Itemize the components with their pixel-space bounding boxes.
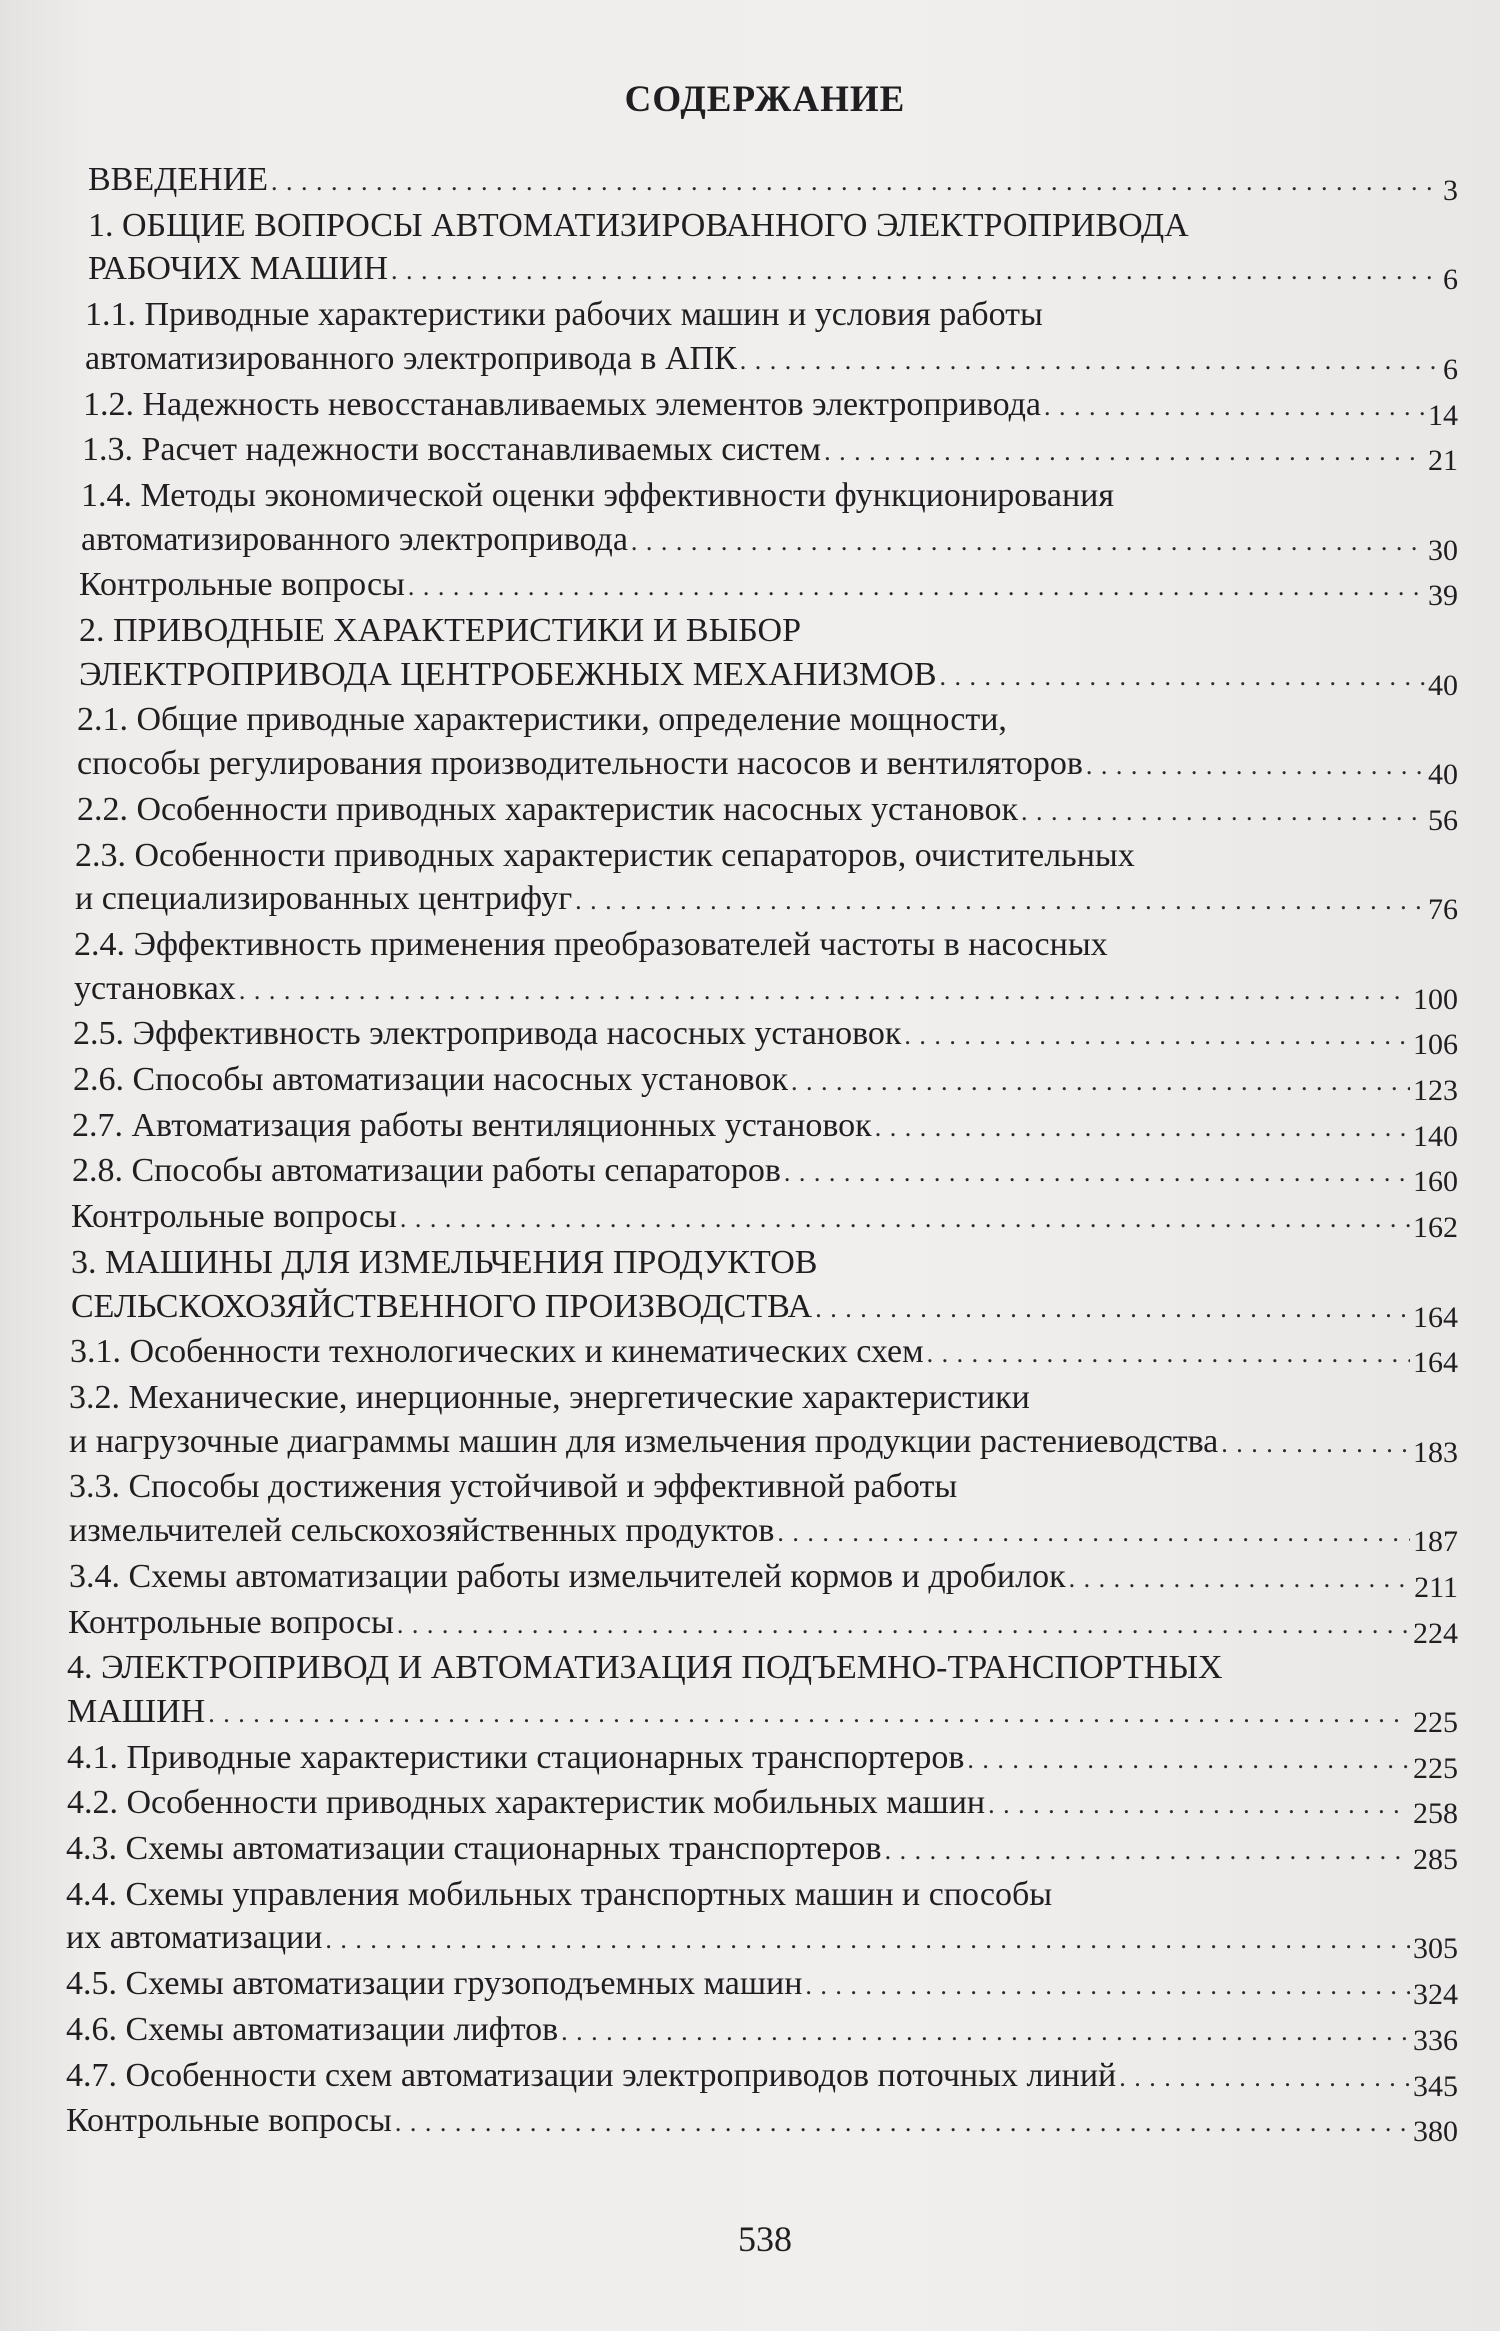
toc-entry [66,2099,1458,2149]
toc-entry [79,609,1458,702]
toc-entry [88,158,1458,207]
toc-entry-title: Контрольные вопросы [68,1603,394,1641]
toc-entry [79,563,1458,613]
dot-leader [208,1692,1410,1736]
toc-entry-line [73,1012,1458,1062]
toc-entry-title: Контрольные вопросы [66,2102,392,2140]
toc-entry-line [82,428,1458,478]
toc-page-number: 76 [1428,893,1458,927]
toc-entry-line [79,609,1458,653]
toc-page-number: 164 [1413,1300,1458,1334]
toc-entry-title: 1.1. Приводные характеристики рабочих машин и условия работы [85,296,1043,334]
toc-entry-title: 2.5. Эффективность электропривода насосных установок [73,1015,902,1053]
toc-entry-title: ЭЛЕКТРОПРИВОДА ЦЕНТРОБЕЖНЫХ МЕХАНИЗМОВ [79,655,937,693]
toc-entry-title: 4.2. Особенности приводных характеристик мобильных машин [67,1784,986,1822]
toc-entry-line [66,2008,1458,2057]
toc-entry-title: 4.7. Особенности схем автоматизации электроприводов поточных линий [66,2056,1117,2094]
toc-entry-title: 2.4. Эффективность применения преобразователей частоты в насосных [74,925,1108,963]
toc-page-number: 21 [1428,444,1458,478]
dot-leader [561,2010,1410,2054]
dot-leader [1069,1557,1412,1601]
toc-entry-title: 4.3. Схемы автоматизации стационарных транспортеров [66,1830,882,1868]
toc-entry-title: 1.4. Методы экономической оценки эффективности функционирования [81,476,1115,514]
toc-entry-line [68,1601,1458,1650]
toc-entry-line [66,2099,1458,2149]
toc-entry-line [77,742,1458,792]
toc-entry-title: 2. ПРИВОДНЫЕ ХАРАКТЕРИСТИКИ И ВЫБОР [79,612,801,650]
toc-entry-title: способы регулирования производительности насосов и вентиляторов [77,745,1083,783]
toc-entry-title: РАБОЧИХ МАШИН [88,250,389,288]
toc-entry-title: измельчителей сельскохозяйственных продуктов [69,1512,775,1550]
toc-entry [67,1646,1458,1739]
toc-page-number: 380 [1413,2115,1458,2149]
toc-entry-title: 2.3. Особенности приводных характеристик сепараторов, очистительных [75,836,1135,874]
toc-entry [66,1827,1458,1877]
toc-entry-title: и специализированных центрифуг [75,880,573,918]
dot-leader [927,1332,1410,1376]
toc-entry [66,1873,1458,1966]
toc-page-number: 6 [1443,352,1458,386]
toc-page-number: 30 [1428,533,1458,567]
toc-entry-title: 2.7. Автоматизация работы вентиляционных установок [72,1106,872,1144]
toc-entry-line [74,967,1458,1016]
toc-entry-title: и нагрузочные диаграммы машин для измельчения продукции растениеводства [69,1422,1219,1460]
toc-page-number: 324 [1413,1978,1458,2012]
dot-leader [940,655,1425,699]
toc-page-number: 14 [1428,398,1458,432]
toc-entry [83,383,1458,432]
toc-entry-line [67,1690,1458,1739]
toc-entry [74,923,1458,1016]
dot-leader [1044,385,1425,429]
dot-leader [395,2101,1410,2145]
toc-entry-title: МАШИН [67,1692,206,1730]
toc-entry-title: их автоматизации [66,1919,323,1957]
toc-entry-line [85,293,1458,337]
toc-entry-line [69,1420,1458,1469]
toc-page-number: 345 [1413,2069,1458,2103]
toc-entry-line [67,1646,1458,1690]
toc-entry-line [67,1736,1458,1785]
toc-entry-title: 3.1. Особенности технологических и кинематических схем [70,1333,924,1371]
toc-entry-line [66,1827,1458,1877]
toc-entry-title: автоматизированного электропривода [81,520,628,558]
toc-entry [67,1781,1458,1831]
dot-leader [575,879,1425,923]
toc-entry-title: СЕЛЬСКОХОЗЯЙСТВЕННОГО ПРОИЗВОДСТВА [71,1287,813,1325]
dot-leader [967,1738,1410,1782]
toc-entry [70,1330,1458,1380]
dot-leader [885,1829,1410,1873]
toc-entry-line [85,337,1458,386]
toc-entry-line [69,1465,1458,1509]
toc-entry-title: 1.3. Расчет надежности восстанавливаемых систем [82,431,822,469]
toc-page-number: 224 [1413,1616,1458,1650]
dot-leader [1086,744,1425,788]
dot-leader [408,565,1425,609]
toc-entry-line [66,1962,1458,2012]
toc-entry-line [81,518,1458,567]
toc-page-number: 3 [1443,174,1458,207]
toc-entry-line [88,158,1458,207]
toc-entry-title: 3.3. Способы достижения устойчивой и эффективной работы [69,1468,958,1506]
toc-entry [67,1736,1458,1785]
toc-entry-line [72,1104,1458,1153]
toc-entry-title: 2.6. Способы автоматизации насосных установок [73,1061,789,1099]
toc-entry-title: автоматизированного электропривода в АПК [85,339,737,377]
toc-entry [77,788,1458,837]
toc-page-number: 164 [1413,1346,1458,1380]
toc-entry-title: 4.1. Приводные характеристики стационарных транспортеров [67,1738,965,1776]
page-number: 538 [738,2219,792,2259]
toc-page-number: 285 [1413,1843,1458,1877]
toc-page-number: 100 [1413,982,1458,1016]
dot-leader [784,1151,1410,1195]
toc-entry-line [66,1873,1458,1917]
toc-entry [72,1104,1458,1153]
toc-entry-line [71,1195,1458,1245]
toc-entry-line [79,563,1458,613]
toc-page-number: 40 [1428,758,1458,792]
toc-entry [66,2008,1458,2057]
dot-leader [988,1783,1410,1827]
toc-entry-line [67,1781,1458,1831]
toc-page-number: 211 [1414,1570,1458,1604]
toc-entry-line [72,1149,1458,1199]
toc-entry-line [75,877,1458,927]
dot-leader [1021,790,1425,834]
toc-entry [88,204,1458,297]
dot-leader [400,1197,1410,1241]
toc-page-number: 183 [1413,1435,1458,1469]
toc-entry-line [79,653,1458,702]
toc-page-number: 225 [1413,1705,1458,1739]
toc-page-number: 6 [1443,263,1458,297]
dot-leader [904,1014,1410,1058]
toc-entry-title: 1. ОБЩИЕ ВОПРОСЫ АВТОМАТИЗИРОВАННОГО ЭЛЕКТРОПРИВОДА [88,206,1189,244]
toc-page-number: 336 [1413,2023,1458,2057]
dot-leader [1119,2056,1410,2100]
dot-leader [875,1106,1410,1150]
toc-page-number: 225 [1413,1751,1458,1785]
toc-entry-line [88,247,1458,297]
toc-entry [68,1601,1458,1650]
toc-page-number: 305 [1413,1932,1458,1966]
toc-entry [81,474,1458,567]
dot-leader [815,1287,1410,1331]
toc-entry [69,1555,1458,1604]
toc-entry-line [83,383,1458,432]
toc-entry-line [77,788,1458,837]
toc-entry-title: 4.4. Схемы управления мобильных транспортных машин и способы [66,1875,1053,1913]
toc-entry-line [71,1285,1458,1334]
dot-leader [325,1918,1410,1962]
toc-entry-line [74,923,1458,967]
toc-entry-title: Контрольные вопросы [71,1198,397,1236]
toc-entry-title: Контрольные вопросы [79,566,405,604]
toc-page-number: 187 [1413,1525,1458,1559]
toc-entry-title: 2.1. Общие приводные характеристики, определение мощности, [77,701,1007,739]
toc-entry [73,1058,1458,1108]
toc-entry [71,1241,1458,1334]
dot-leader [1221,1422,1410,1466]
toc-entry [69,1376,1458,1469]
toc-entry-title: 4. ЭЛЕКТРОПРИВОД И АВТОМАТИЗАЦИЯ ПОДЪЕМНО-ТРАНСПОРТНЫХ [67,1649,1223,1687]
dot-leader [791,1060,1410,1104]
dot-leader [239,969,1410,1013]
dot-leader [740,339,1440,383]
toc-entry-title: 2.8. Способы автоматизации работы сепараторов [72,1152,781,1190]
toc-entry-line [75,834,1458,878]
toc-entry-line [70,1330,1458,1380]
toc-entry-title: ВВЕДЕНИЕ [88,161,268,198]
dot-leader [824,430,1425,474]
toc-page-number: 160 [1413,1165,1458,1199]
toc-entry-line [66,2054,1458,2103]
toc-page-number: 40 [1428,668,1458,702]
dot-leader [271,160,1440,204]
table-of-contents [66,158,1458,2149]
dot-leader [397,1603,1410,1647]
page-title: СОДЕРЖАНИЕ [624,79,906,120]
toc-entry-line [81,474,1458,518]
toc-entry-title: 4.5. Схемы автоматизации грузоподъемных машин [66,1965,803,2003]
toc-page-number: 106 [1413,1028,1458,1062]
toc-entry-title: 3. МАШИНЫ ДЛЯ ИЗМЕЛЬЧЕНИЯ ПРОДУКТОВ [71,1243,818,1281]
dot-leader [391,249,1440,293]
toc-entry-title: 3.2. Механические, инерционные, энергетические характеристики [69,1378,1030,1416]
dot-leader [777,1511,1410,1555]
toc-entry-line [66,1916,1458,1966]
toc-entry-title: 2.2. Особенности приводных характеристик насосных установок [77,790,1018,828]
toc-entry [75,834,1458,927]
toc-entry-title: установках [74,969,236,1007]
toc-entry-line [69,1376,1458,1420]
toc-page-number: 123 [1413,1074,1458,1108]
toc-entry-line [73,1058,1458,1108]
toc-entry [69,1465,1458,1559]
toc-entry-title: 1.2. Надежность невосстанавливаемых элементов электропривода [83,385,1042,423]
toc-page-number: 162 [1413,1211,1458,1245]
dot-leader [631,520,1425,564]
toc-entry [72,1149,1458,1199]
toc-page-number: 258 [1413,1797,1458,1831]
toc-entry-line [69,1509,1458,1559]
toc-entry-line [71,1241,1458,1285]
dot-leader [805,1964,1410,2008]
toc-entry [85,293,1458,386]
toc-entry [73,1012,1458,1062]
toc-entry [66,2054,1458,2103]
toc-page-number: 140 [1413,1119,1458,1153]
toc-entry [71,1195,1458,1245]
toc-entry [77,698,1458,792]
toc-entry-line [77,698,1458,742]
toc-page-number: 56 [1428,803,1458,837]
toc-entry-title: 4.6. Схемы автоматизации лифтов [66,2010,559,2048]
toc-entry-line [69,1555,1458,1604]
toc-entry-line [88,204,1458,248]
toc-entry [82,428,1458,478]
toc-entry-title: 3.4. Схемы автоматизации работы измельчителей кормов и дробилок [69,1557,1066,1595]
toc-entry [66,1962,1458,2012]
toc-page-number: 39 [1428,579,1458,613]
